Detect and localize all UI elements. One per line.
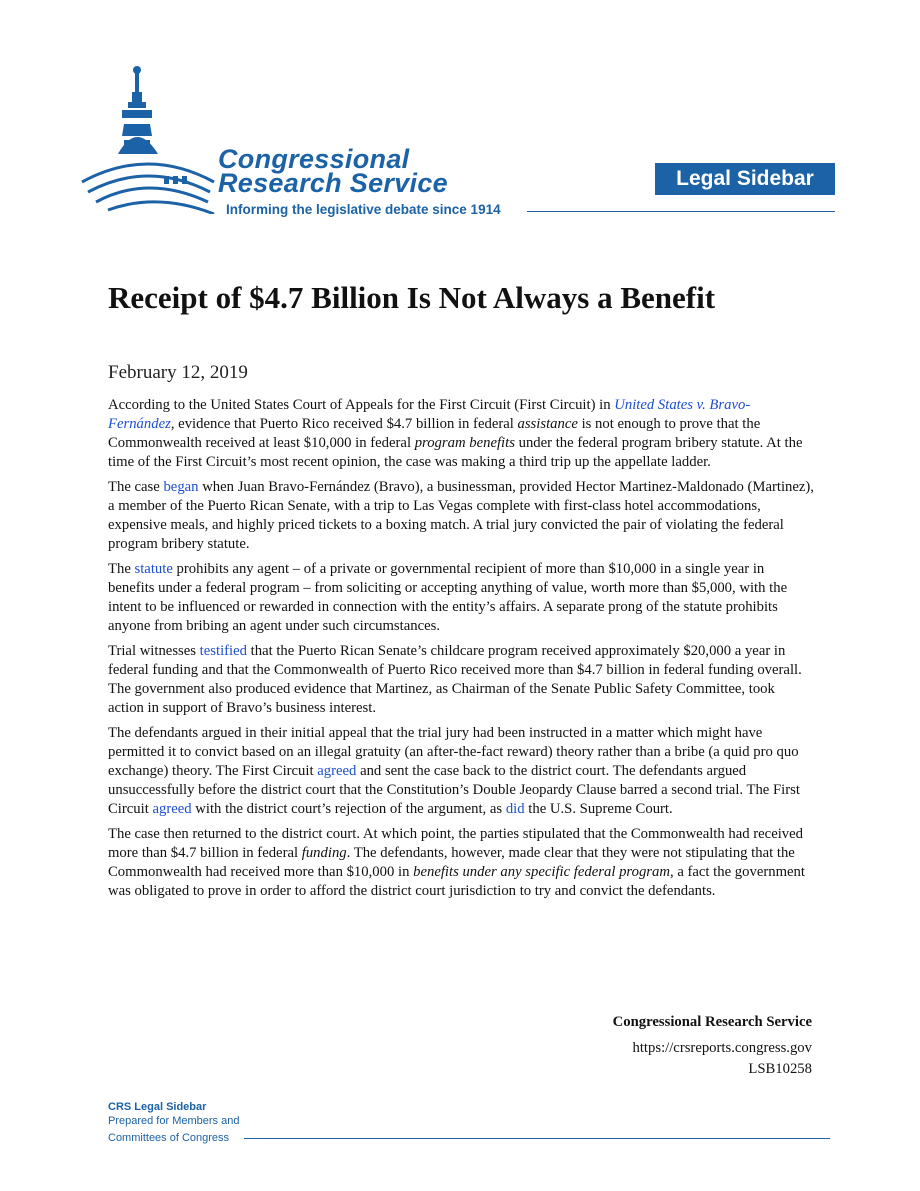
paragraph-4: Trial witnesses testified that the Puerto Rican Senate’s childcare program received approximately $20,000 a year in federal funding and that the Commonwealth of Puerto Rico received more than $4.7 billion in federal funding overall. The government also produced evidence that Martinez, as Chairman of the Senate Public Safety Committee, took action in support of Bravo’s business interest. [108,643,802,716]
capitol-dome-logo-icon [78,64,218,214]
footer-organization: Congressional Research Service [612,1014,812,1030]
prepared-for-line2: Committees of Congress [108,1132,230,1144]
case-link-bravo-fernandez[interactable]: United States v. Bravo-Fernández [108,397,751,432]
logo-research-service-text: Research Service [218,168,448,198]
paragraph-5: The defendants argued in their initial appeal that the trial jury had been instructed in a matter which might have permitted it to convict based on an illegal gratuity (an after-the-fact reward) theory rather than a bribe (a quid pro quo exchange) theory. The First Circuit agreed and sent the case back to the district court. The defendants argued unsuccessfully before the district court that the Constitution’s Double Jeopardy Clause barred a second trial. The First Circuit agreed with the district court’s rejection of the argument, as did the U.S. Supreme Court. [108,725,800,817]
crs-legal-sidebar-label: CRS Legal Sidebar [108,1101,207,1113]
logo-congressional-text: Congressional [218,144,410,174]
publication-date: February 12, 2019 [108,362,248,383]
paragraph-2: The case began when Juan Bravo-Fernández (Bravo), a businessman, provided Hector Martinez-Maldonado (Martinez), a member of the Puerto Rican Senate, with a trip to Las Vegas complete with first-class hotel accommodations, expensive meals, and highly priced tickets to a boxing match. A trial jury convicted the pair of violating the federal program bribery statute. [108,479,814,552]
agreed-link-2[interactable]: agreed [152,801,192,817]
footer-url[interactable]: https://crsreports.congress.gov [632,1040,812,1056]
report-id: LSB10258 [748,1061,812,1077]
agreed-link-1[interactable]: agreed [317,763,357,779]
testified-link[interactable]: testified [199,643,247,659]
header-divider [527,211,835,212]
logo-tagline: Informing the legislative debate since 1914 [226,202,501,217]
article-body [108,396,814,907]
statute-link[interactable]: statute [134,561,173,577]
page-title: Receipt of $4.7 Billion Is Not Always a Benefit [108,280,716,315]
paragraph-6: The case then returned to the district court. At which point, the parties stipulated that the Commonwealth had received more than $4.7 billion in federal funding. The defendants, however, made clear that they were not stipulating that the Commonwealth had received more than $10,000 in benefits under any specific federal program, a fact the government was obligated to prove in order to afford the district court jurisdiction to try and convict the defendants. [108,826,805,899]
prepared-for-line1: Prepared for Members and [108,1115,240,1127]
paragraph-3: The statute prohibits any agent – of a private or governmental recipient of more than $10,000 in a single year in benefits under a federal program – from soliciting or accepting anything of value, worth more than $5,000, with the intent to be influenced or rewarded in connection with the entity’s affairs. A separate prong of the statute prohibits anyone from bribing an agent under such circumstances. [108,561,788,634]
footer-divider [244,1138,830,1139]
paragraph-1: According to the United States Court of Appeals for the First Circuit (First Circuit) in United States v. Bravo-Fernández, evidence that Puerto Rico received $4.7 billion in federal assistance is not enough to prove that the Commonwealth received at least $10,000 in federal program benefits under the federal program bribery statute. At the time of the First Circuit’s most recent opinion, the case was making a third trip up the appellate ladder. [108,397,803,470]
did-link[interactable]: did [505,801,525,817]
began-link[interactable]: began [163,479,199,495]
legal-sidebar-badge: Legal Sidebar [655,163,835,195]
